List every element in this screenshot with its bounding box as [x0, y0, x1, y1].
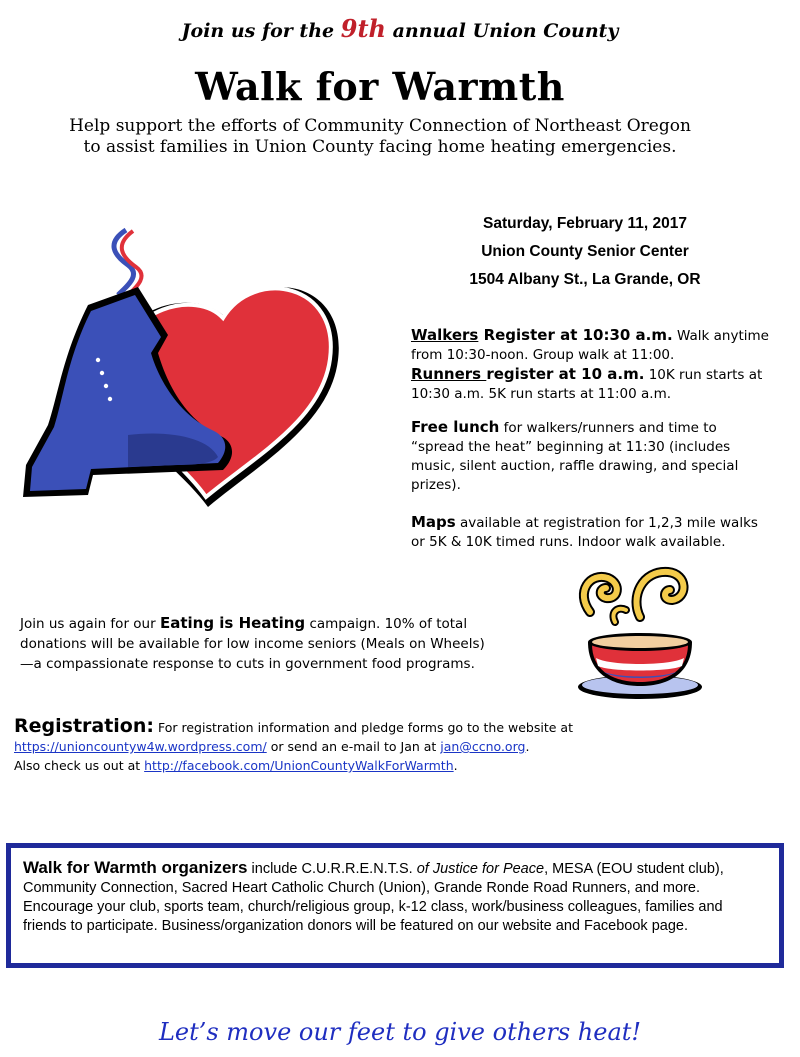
subtitle-line-1: Help support the efforts of Community Connection of Northeast Oregon: [69, 116, 691, 136]
lunch-label: Free lunch: [411, 418, 500, 436]
organizers-italic: of Justice for Peace: [416, 861, 545, 877]
registration-email-text: or send an e-mail to Jan at: [266, 739, 441, 754]
email-link[interactable]: jan@ccno.org: [440, 739, 526, 754]
facebook-text: Also check us out at: [14, 758, 145, 773]
event-address: 1504 Albany St., La Grande, OR: [469, 271, 701, 288]
tagline-number: 9th: [340, 14, 386, 43]
runners-text: 10K run starts at 10:30 a.m. 5K run starts at 11:00 a.m.: [411, 367, 763, 402]
tagline-pre: Join us for the: [181, 20, 335, 42]
eating-post: campaign. 10% of total donations will be available for low income seniors (Meals on Wheels) —a compassionate response to cuts in government food programs.: [20, 616, 485, 672]
page-title: Walk for Warmth: [195, 64, 565, 109]
registration-text: For registration information and pledge forms go to the website at: [154, 720, 573, 735]
facebook-end: .: [453, 758, 458, 773]
event-info: [430, 210, 740, 294]
subtitle-line-2: to assist families in Union County facing home heating emergencies.: [83, 137, 677, 157]
organizers-text-1: include C.U.R.R.E.N.T.S.: [247, 861, 417, 877]
maps-info: [411, 513, 771, 552]
organizers-text-2: , MESA (EOU student club), Community Connection, Sacred Heart Catholic Church (Union), Grande Ronde Road Runners, and more. Encourage your club, sports team, church/religious group, k-12 class, work/business colleagues, families and friends to participate. Business/organization donors will be featured on our website and Facebook page.: [23, 861, 724, 934]
eating-is-heating: [20, 613, 490, 674]
maps-label: Maps: [411, 513, 456, 531]
soup-bowl-illustration: [570, 562, 710, 707]
registration-end: .: [525, 739, 530, 754]
closing-slogan: Let’s move our feet to give others heat!: [158, 1018, 642, 1046]
facebook-link[interactable]: http://facebook.com/UnionCountyWalkForWarmth: [144, 758, 454, 773]
lunch-info: [411, 418, 771, 495]
boot-heart-illustration: [18, 225, 378, 510]
eating-pre: Join us again for our: [20, 616, 160, 632]
runners-label: Runners: [411, 365, 487, 383]
walkers-runners-info: [411, 326, 771, 404]
event-date: Saturday, February 11, 2017: [483, 215, 687, 232]
walkers-label: Walkers: [411, 326, 479, 344]
walkers-register: Register at 10:30 a.m.: [478, 326, 673, 344]
lunch-text: for walkers/runners and time to “spread the heat” beginning at 11:30 (includes music, silent auction, raffle drawing, and special prizes).: [411, 420, 739, 493]
maps-text: available at registration for 1,2,3 mile walks or 5K & 10K timed runs. Indoor walk available.: [411, 515, 758, 550]
eating-label: Eating is Heating: [159, 614, 306, 632]
organizers-box: [6, 843, 784, 968]
website-link[interactable]: https://unioncountyw4w.wordpress.com/: [14, 739, 267, 754]
event-venue: Union County Senior Center: [481, 243, 689, 260]
registration-section: [14, 717, 774, 775]
tagline: [0, 14, 800, 43]
subtitle: [60, 116, 700, 158]
registration-label: Registration:: [14, 715, 154, 737]
runners-register: register at 10 a.m.: [486, 365, 645, 383]
organizers-lead: Walk for Warmth organizers: [23, 858, 248, 877]
walkers-text: Walk anytime from 10:30-noon. Group walk at 11:00.: [411, 328, 769, 363]
tagline-post: annual Union County: [392, 20, 619, 42]
